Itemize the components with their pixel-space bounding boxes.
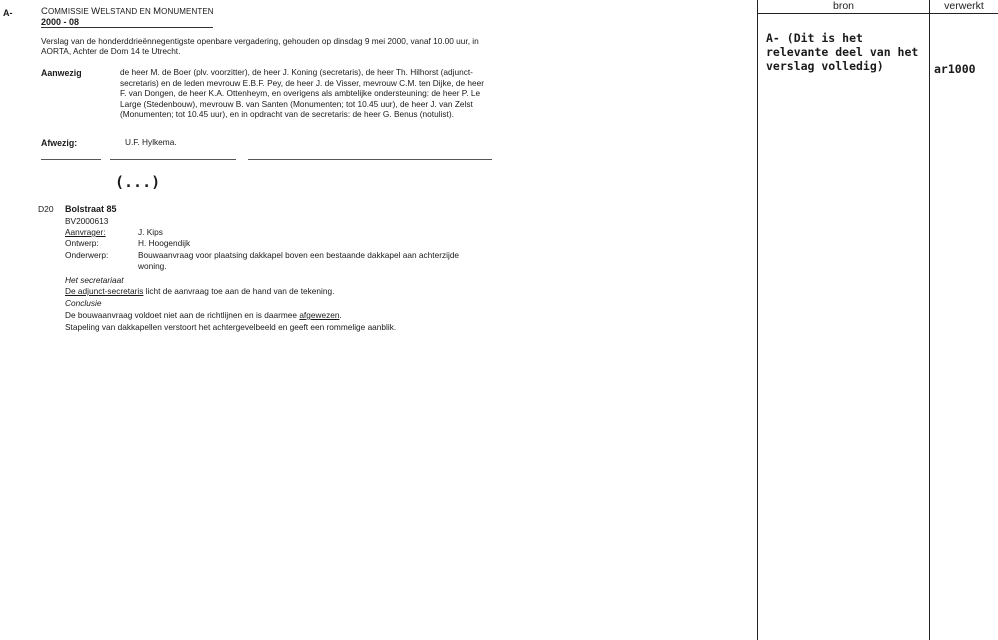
ontwerp-value: H. Hoogendijk: [138, 238, 191, 248]
aanwezig-text: de heer M. de Boer (plv. voorzitter), de heer J. Koning (secretaris), de heer Th. Hilhorst (adjunct-secretaris) en de leden mevrouw E.B.F. Pey, de heer J. de Visser, mevrouw C.M. ten Dijke, de heer F. van Dongen, de heer K.A. Ottenheym, en overigens als ambtelijke ondersteuning: de heer P. Le Large (Stedenbouw), mevrouw B. van Santen (Monumenten; tot 10.45 uur), de heer J. van Zelst (Monumenten; tot 10.45 uur), en in opdracht van de secretaris: de heer G. Benus (notulist).: [120, 67, 484, 120]
title-part: ONUMENTEN: [161, 7, 214, 16]
secretariaat-rest: licht de aanvraag toe aan de hand van de tekening.: [143, 286, 335, 296]
ontwerp-label: Ontwerp:: [65, 238, 99, 248]
meeting-intro: Verslag van de honderddrieënnegentigste openbare vergadering, gehouden op dinsdag 9 mei 2000, vanaf 10.00 uur, in AORTA, Achter de Dom 14 te Utrecht.: [41, 36, 479, 56]
title-part: W: [91, 6, 101, 17]
item-reference: BV2000613: [65, 216, 109, 226]
aanwezig-label: Aanwezig: [41, 68, 82, 78]
omission-ellipsis: (...): [115, 173, 161, 191]
commission-title: [41, 6, 214, 17]
title-part: ELSTAND EN: [100, 7, 154, 16]
conclusie-end: .: [339, 310, 342, 320]
bron-note: A- (Dit is het relevante deel van het verslag volledig): [766, 31, 919, 73]
bron-column-header: bron: [832, 0, 854, 12]
secretariaat-text: [65, 286, 334, 296]
item-code: D20: [38, 204, 54, 214]
column-header-rule: [757, 13, 998, 14]
section-divider: [41, 159, 101, 160]
column-divider-verwerkt: [929, 0, 930, 640]
verwerkt-column-header: verwerkt: [944, 0, 984, 12]
onderwerp-label: Onderwerp:: [65, 250, 109, 260]
conclusie-line-2: Stapeling van dakkapellen verstoort het achtergevelbeeld en geeft een rommelige aanblik.: [65, 322, 397, 332]
aanvrager-value: J. Kips: [138, 227, 163, 237]
adjunct-secretaris: De adjunct-secretaris: [65, 286, 144, 296]
conclusie-line-1: [65, 310, 342, 320]
title-part: OMMISSIE: [47, 7, 92, 16]
afgewezen-word: afgewezen: [299, 310, 340, 320]
conclusie-heading: Conclusie: [65, 298, 102, 308]
title-part: C: [41, 6, 48, 17]
afwezig-label: Afwezig:: [41, 138, 78, 148]
onderwerp-value: Bouwaanvraag voor plaatsing dakkapel boven een bestaande dakkapel aan achterzijde woning.: [138, 250, 460, 271]
aanvrager-label: Aanvrager:: [65, 227, 106, 237]
header-divider: [41, 27, 213, 28]
column-divider-bron: [757, 0, 758, 640]
secretariaat-heading: Het secretariaat: [65, 275, 124, 285]
verwerkt-value: ar1000: [934, 62, 976, 76]
report-number: 2000 - 08: [41, 17, 80, 27]
section-divider: [248, 159, 492, 160]
conclusie-text: De bouwaanvraag voldoet niet aan de richtlijnen en is daarmee: [65, 310, 300, 320]
section-divider: [110, 159, 236, 160]
afwezig-text: U.F. Hylkema.: [125, 137, 177, 147]
item-title: Bolstraat 85: [65, 204, 117, 214]
title-part: M: [153, 6, 162, 17]
document-marker: A-: [3, 8, 13, 18]
